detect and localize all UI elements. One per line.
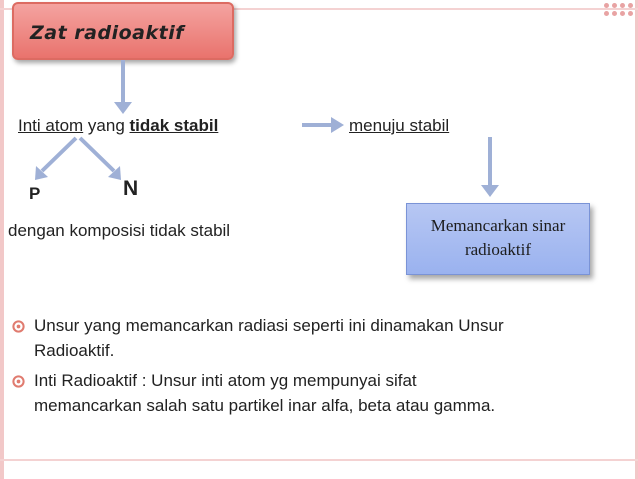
particle-n: N xyxy=(123,177,139,200)
box-line-2: radioaktif xyxy=(464,240,532,259)
inti-line xyxy=(18,116,218,136)
bullet-1-text xyxy=(34,313,504,363)
tidak-stabil-text: tidak stabil xyxy=(129,116,219,135)
bullet-2-icon xyxy=(12,375,25,388)
bullet-1-line-1: Unsur yang memancarkan radiasi seperti ini dinamakan Unsur xyxy=(34,316,504,335)
arrow-right-head xyxy=(331,117,344,133)
frame-bottom-border xyxy=(0,459,638,461)
memancarkan-box xyxy=(406,203,590,275)
arrow-branch-left xyxy=(42,138,76,171)
title-text: Zat radioaktif xyxy=(30,22,184,44)
bullet-1-icon xyxy=(12,320,25,333)
bullet-2-line-2: memancarkan salah satu partikel inar alfa, beta atau gamma. xyxy=(34,396,496,415)
arrow-branch-left-head xyxy=(35,166,48,180)
bullet-2-text xyxy=(34,368,495,418)
particle-p: P xyxy=(29,184,41,203)
arrow-title-down-head xyxy=(114,102,132,114)
menuju-stabil-text: menuju stabil xyxy=(349,116,450,135)
arrow-box-down-head xyxy=(481,185,499,197)
inti-atom-text: Inti atom xyxy=(18,116,84,135)
arrow-branch-right-head xyxy=(108,166,121,180)
bullet-2-line-1: Inti Radioaktif : Unsur inti atom yg mempunyai sifat xyxy=(34,371,417,390)
frame-left-border xyxy=(0,0,4,479)
box-line-1: Memancarkan sinar xyxy=(430,216,566,235)
bullet-1-line-2: Radioaktif. xyxy=(34,341,115,360)
corner-dots-decoration xyxy=(600,0,638,18)
yang-text: yang xyxy=(83,116,130,135)
title-box xyxy=(12,2,234,60)
arrow-branch-right xyxy=(80,138,114,171)
komposisi-text: dengan komposisi tidak stabil xyxy=(8,221,231,240)
